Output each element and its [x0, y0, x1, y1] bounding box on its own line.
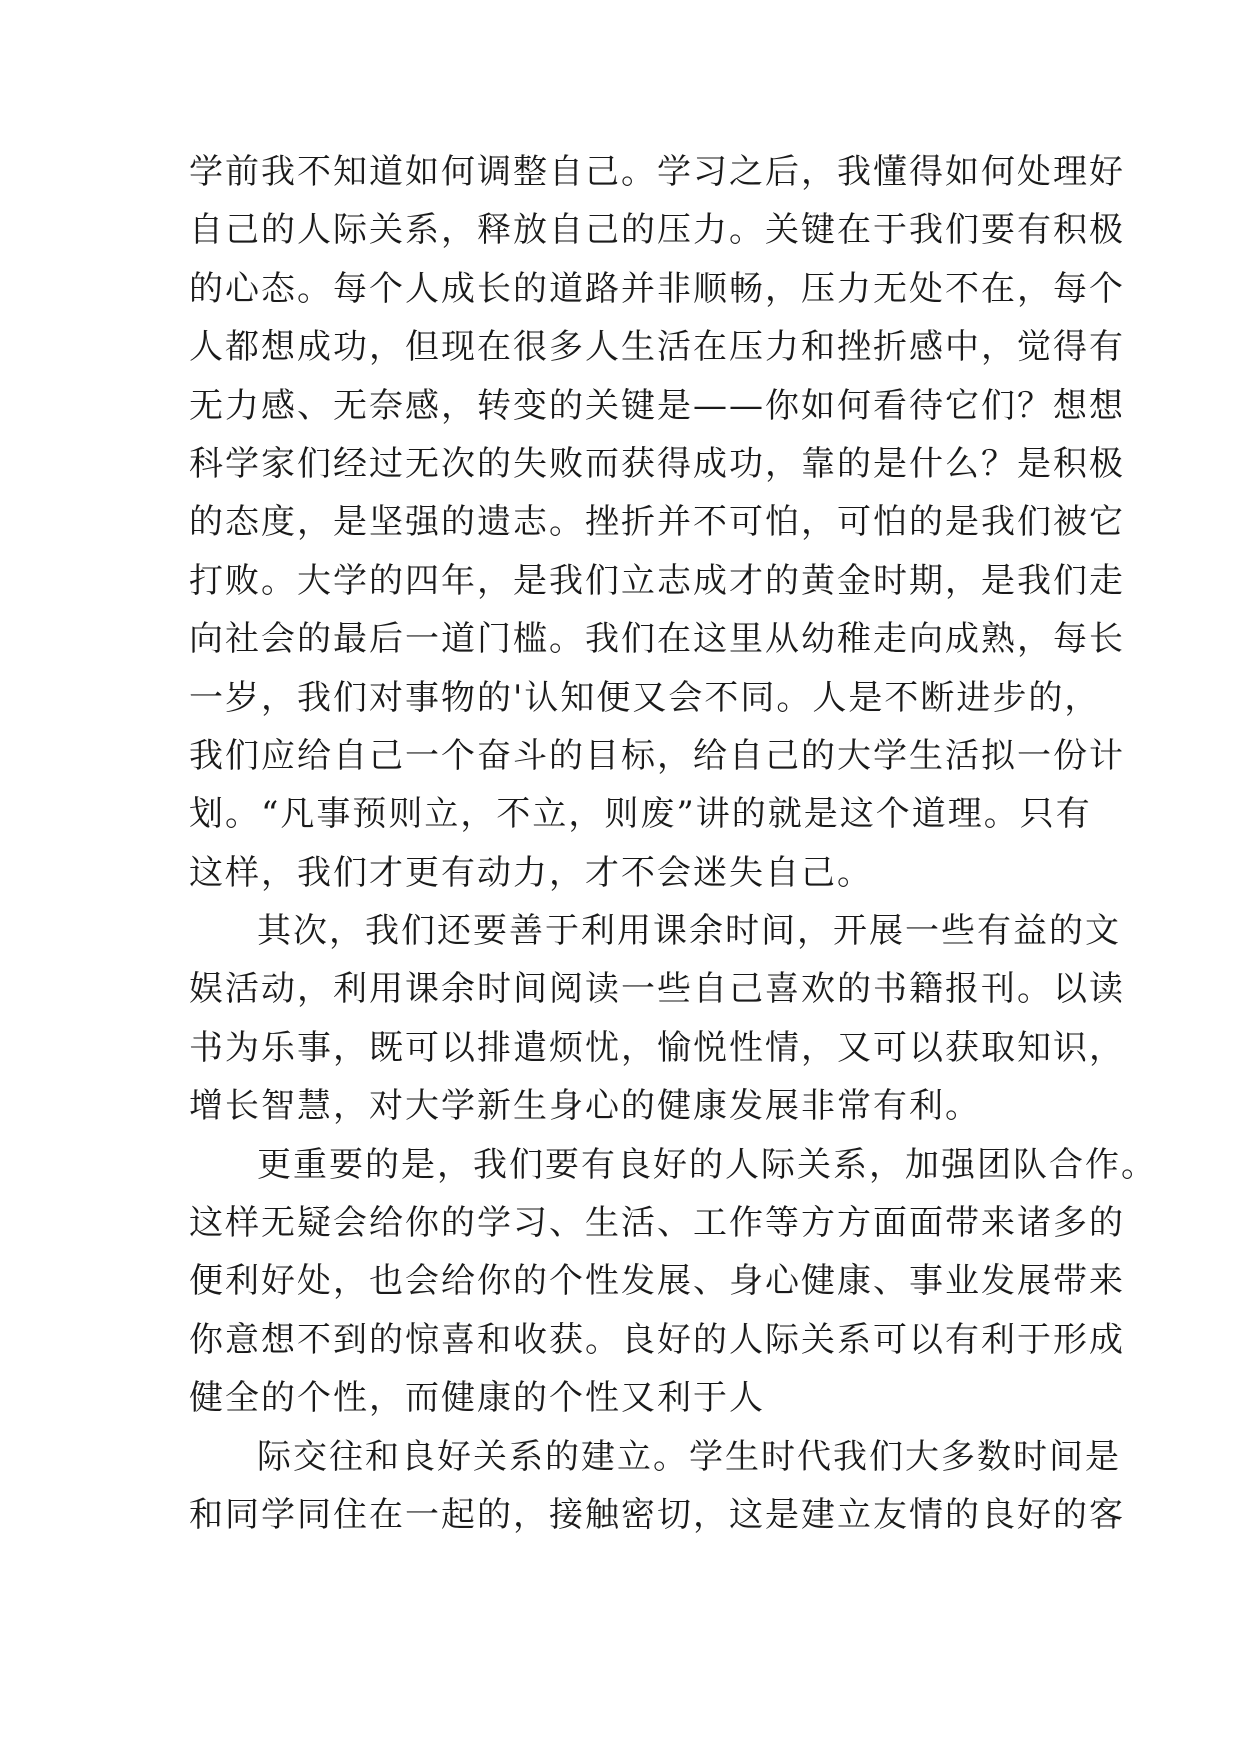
- text-line: 娱活动，利用课余时间阅读一些自己喜欢的书籍报刊。以读: [189, 969, 1125, 1010]
- text-line: 打败。大学的四年，是我们立志成才的黄金时期，是我们走: [189, 560, 1125, 601]
- text-line: 这样，我们才更有动力，才不会迷失自己。: [189, 852, 873, 893]
- text-line: 健全的个性，而健康的个性又利于人: [189, 1378, 765, 1419]
- text-line: 一岁，我们对事物的'认知便又会不同。人是不断进步的，: [189, 677, 1101, 718]
- text-line: 的态度，是坚强的遗志。挫折并不可怕，可怕的是我们被它: [189, 502, 1125, 543]
- text-line: 增长智慧，对大学新生身心的健康发展非常有利。: [189, 1086, 981, 1127]
- text-line: 学前我不知道如何调整自己。学习之后，我懂得如何处理好: [189, 152, 1125, 192]
- text-line: 便利好处，也会给你的个性发展、身心健康、事业发展带来: [189, 1261, 1125, 1302]
- text-line: 科学家们经过无次的失败而获得成功，靠的是什么？是积极: [189, 443, 1125, 484]
- text-line: 向社会的最后一道门槛。我们在这里从幼稚走向成熟，每长: [189, 619, 1125, 660]
- text-line: 无力感、无奈感，转变的关键是——你如何看待它们？想想: [189, 385, 1125, 426]
- document-body: [189, 143, 1157, 1544]
- text-line: 划。“凡事预则立，不立，则废”讲的就是这个道理。只有: [189, 794, 1092, 835]
- text-line: 其次，我们还要善于利用课余时间，开展一些有益的文: [257, 911, 1121, 952]
- text-line: 这样无疑会给你的学习、生活、工作等方方面面带来诸多的: [189, 1203, 1125, 1244]
- text-line: 书为乐事，既可以排遣烦忧，愉悦性情，又可以获取知识，: [189, 1027, 1125, 1068]
- text-line: 更重要的是，我们要有良好的人际关系，加强团队合作。: [257, 1144, 1157, 1185]
- text-line: 和同学同住在一起的，接触密切，这是建立友情的良好的客: [189, 1494, 1125, 1535]
- text-line: 人都想成功，但现在很多人生活在压力和挫折感中，觉得有: [189, 327, 1125, 368]
- text-line: 你意想不到的惊喜和收获。良好的人际关系可以有利于形成: [189, 1319, 1125, 1360]
- text-line: 自己的人际关系，释放自己的压力。关键在于我们要有积极: [189, 210, 1125, 251]
- text-line: 际交往和良好关系的建立。学生时代我们大多数时间是: [257, 1436, 1121, 1477]
- text-line: 的心态。每个人成长的道路并非顺畅，压力无处不在，每个: [189, 268, 1125, 309]
- text-line: 我们应给自己一个奋斗的目标，给自己的大学生活拟一份计: [189, 735, 1125, 776]
